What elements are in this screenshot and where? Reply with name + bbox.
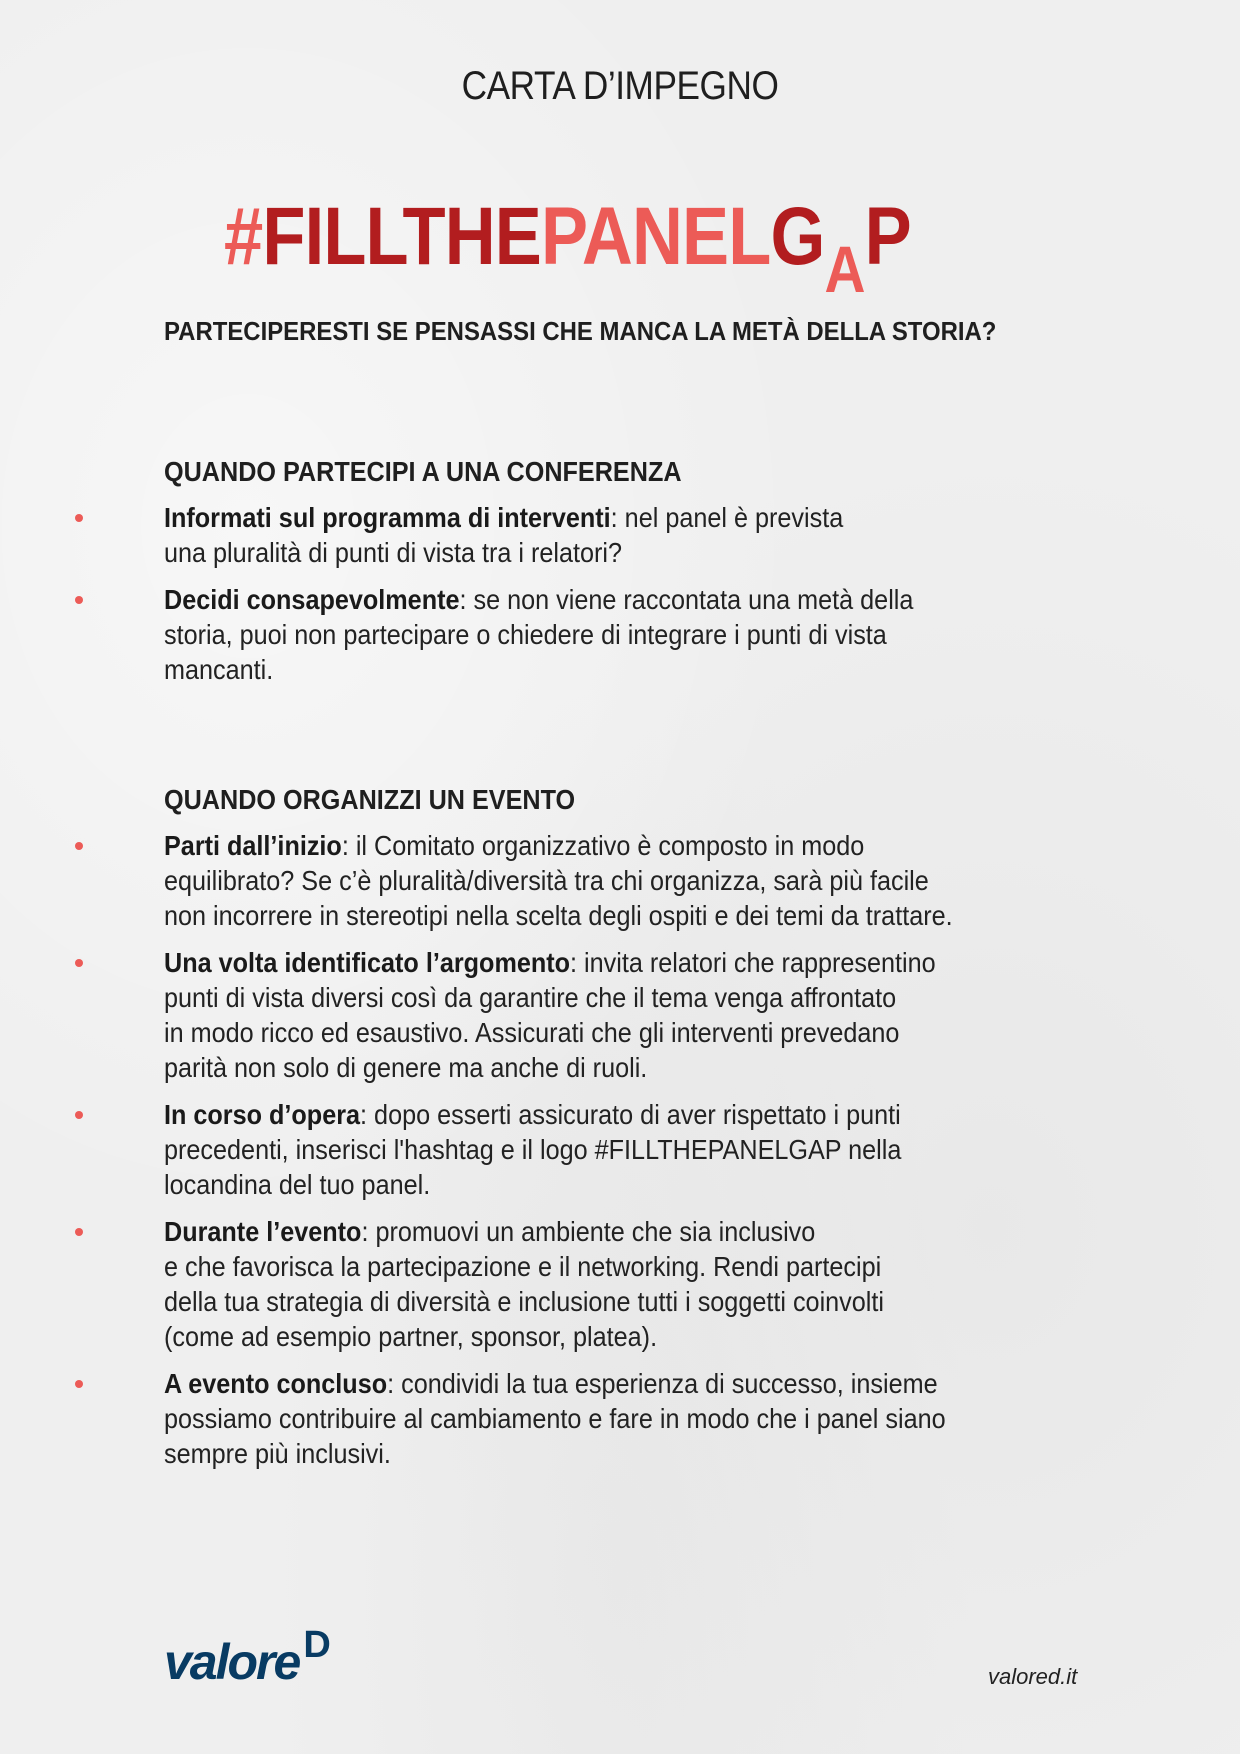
section-conference xyxy=(164,456,1104,699)
subtitle-question: PARTECIPERESTI SE PENSASSI CHE MANCA LA METÀ DELLA STORIA? xyxy=(164,316,997,346)
hashtag-part: PANEL xyxy=(540,191,771,282)
logo-superscript: D xyxy=(303,1624,329,1666)
item-text xyxy=(164,582,1100,687)
item-lead: Decidi consapevolmente xyxy=(164,584,460,615)
list-item xyxy=(164,1366,1104,1471)
item-lead: Parti dall’inizio xyxy=(164,830,342,861)
item-text xyxy=(164,828,1100,933)
item-body: : invita relatori che rappresentino punti di vista diversi così da garantire che il tema venga affrontato in modo ricco ed esaustivo. Assicurati che gli interventi prevedano parità non solo di genere ma anche di ruoli. xyxy=(164,947,936,1083)
item-body: : dopo esserti assicurato di aver rispettato i punti precedenti, inserisci l'hashtag e il logo #FILLTHEPANELGAP nella locandina del tuo panel. xyxy=(164,1099,902,1200)
list-item xyxy=(164,500,1104,570)
list-item xyxy=(164,582,1104,687)
bullet-icon xyxy=(75,1228,83,1236)
list-item xyxy=(164,1097,1104,1202)
item-lead: Informati sul programma di interventi xyxy=(164,502,611,533)
item-text xyxy=(164,945,1100,1085)
section-title: QUANDO ORGANIZZI UN EVENTO xyxy=(164,784,576,815)
item-text xyxy=(164,1097,1100,1202)
section-event-organization xyxy=(164,784,1104,1483)
bullet-icon xyxy=(75,596,83,604)
item-body: : promuovi un ambiente che sia inclusivo e che favorisca la partecipazione e il networking. Rendi partecipi della tua strategia di diversità e inclusione tutti i soggetti coinvolti (come ad esempio partner, sponsor, platea). xyxy=(164,1216,884,1352)
bullet-icon xyxy=(75,842,83,850)
list-item xyxy=(164,828,1104,933)
item-text xyxy=(164,1366,1100,1471)
item-lead: Durante l’evento xyxy=(164,1216,362,1247)
item-body: : se non viene raccontata una metà della storia, puoi non partecipare o chiedere di integrare i punti di vista mancanti. xyxy=(164,584,914,685)
item-lead: In corso d’opera xyxy=(164,1099,361,1130)
bullet-icon xyxy=(75,514,83,522)
campaign-hashtag-title xyxy=(224,190,911,306)
hashtag-part: # xyxy=(224,191,263,282)
list-item xyxy=(164,1214,1104,1354)
item-lead: Una volta identificato l’argomento xyxy=(164,947,571,978)
item-text xyxy=(164,1214,1100,1354)
item-body: : nel panel è prevista una pluralità di punti di vista tra i relatori? xyxy=(164,502,844,568)
bullet-icon xyxy=(75,959,83,967)
website-link[interactable]: valored.it xyxy=(988,1664,1078,1689)
logo-text: valore xyxy=(164,1634,300,1690)
document-label: CARTA D’IMPEGNO xyxy=(461,64,779,108)
list-item xyxy=(164,945,1104,1085)
bullet-icon xyxy=(75,1111,83,1119)
item-body: : il Comitato organizzativo è composto in modo equilibrato? Se c’è pluralità/diversità tra chi organizza, sarà più facile non incorrere in stereotipi nella scelta degli ospiti e dei temi da trattare. xyxy=(164,830,953,931)
item-body: : condividi la tua esperienza di successo, insieme possiamo contribuire al cambiamento e fare in modo che i panel siano sempre più inclusivi. xyxy=(164,1368,946,1469)
bullet-icon xyxy=(75,1380,83,1388)
item-lead: A evento concluso xyxy=(164,1368,388,1399)
valored-logo xyxy=(164,1624,329,1691)
hashtag-dropped-letter: A xyxy=(824,232,865,306)
hashtag-part: P xyxy=(864,191,911,282)
hashtag-part: G xyxy=(770,191,825,282)
section-title: QUANDO PARTECIPI A UNA CONFERENZA xyxy=(164,456,682,487)
hashtag-part: FILLTHE xyxy=(262,191,541,282)
item-text xyxy=(164,500,1100,570)
